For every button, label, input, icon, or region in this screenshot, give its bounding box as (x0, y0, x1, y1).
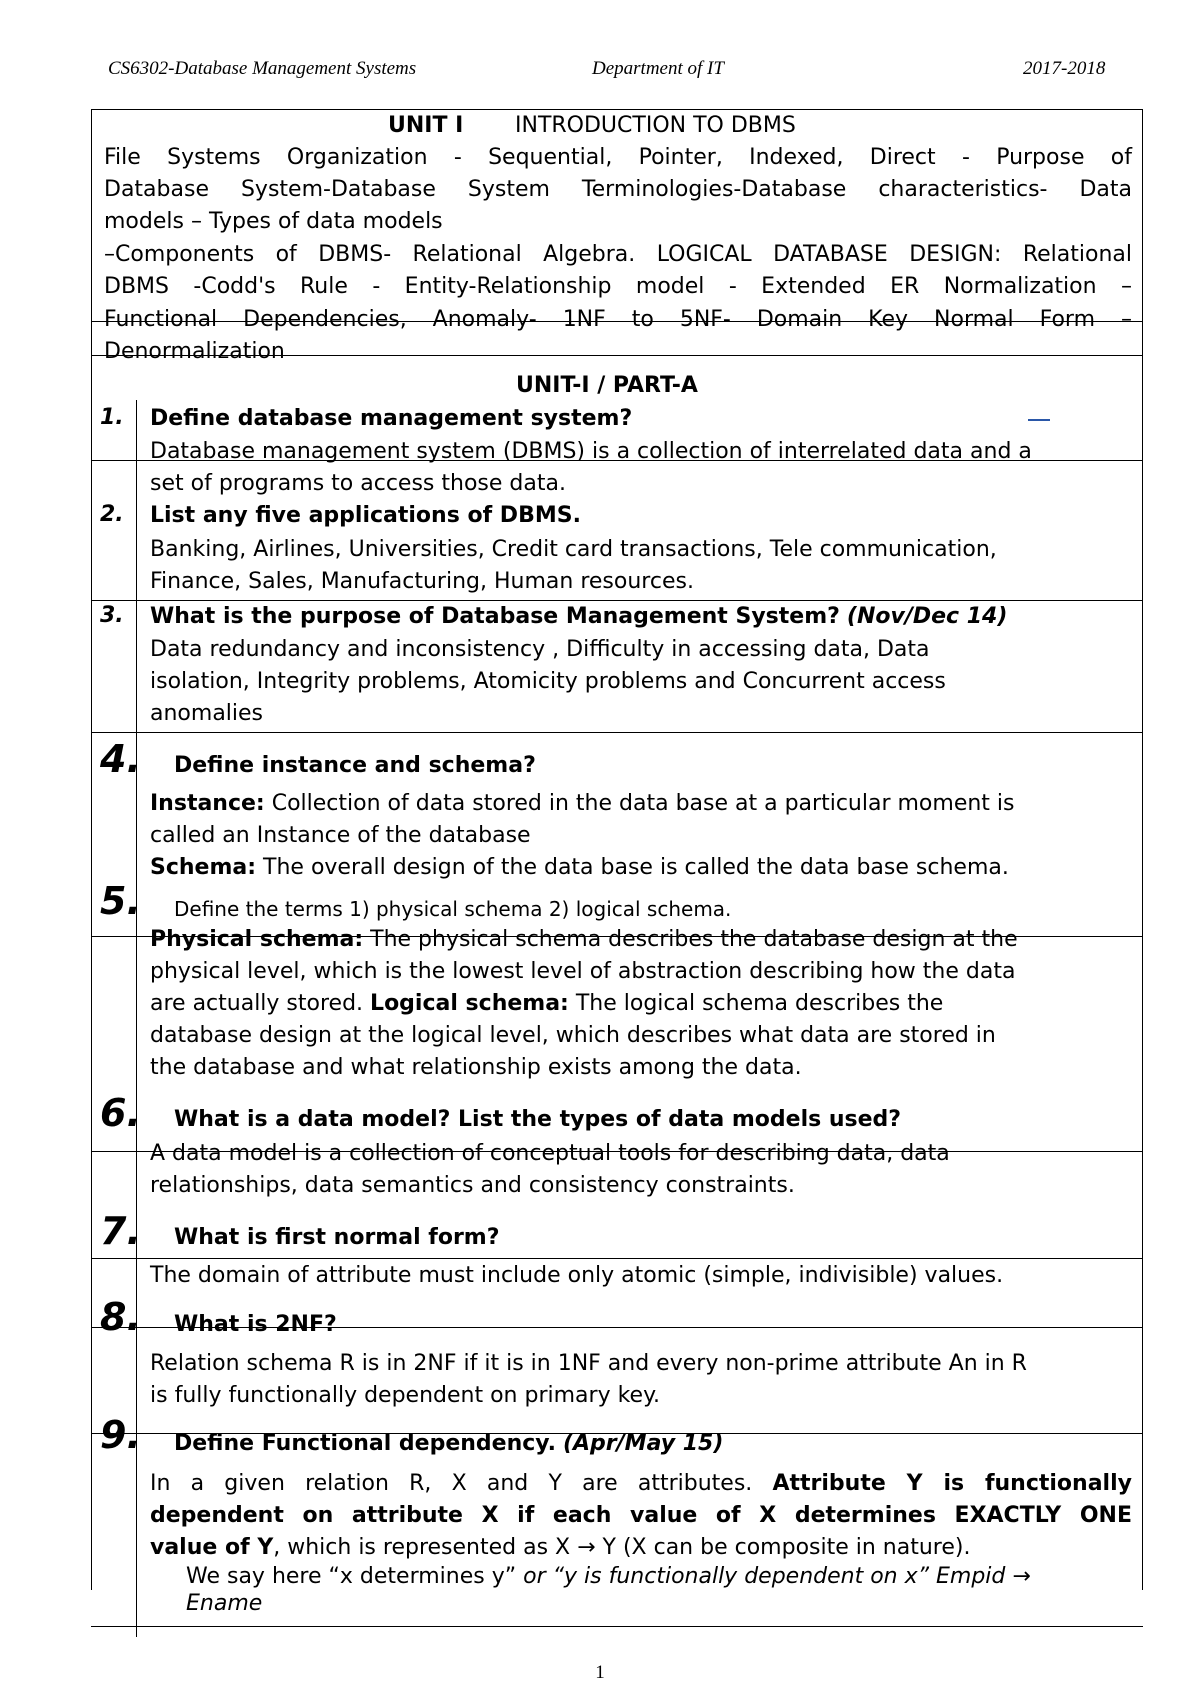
answer-line (150, 924, 1018, 956)
question-number: 1. (100, 405, 124, 430)
answer-line: called an Instance of the database (150, 823, 531, 848)
answer-line: database design at the logical level, which describes what data are stored in (150, 1023, 996, 1048)
answer-line: The domain of attribute must include only atomic (simple, indivisible) values. (150, 1263, 1004, 1288)
question-text: Define database management system? (150, 406, 633, 431)
syllabus-line: File Systems Organization - Sequential, Pointer, Indexed, Direct - Purpose of (104, 145, 1132, 170)
question-number: 7. (100, 1209, 141, 1253)
question-number: 6. (100, 1091, 141, 1135)
answer-line: set of programs to access those data. (150, 471, 566, 496)
answer-line: is fully functionally dependent on primary key. (150, 1383, 660, 1408)
answer-line (150, 788, 1015, 820)
blue-dash-mark (1028, 419, 1050, 421)
answer-line: Ename (186, 1591, 263, 1616)
answer-line: physical level, which is the lowest level of abstraction describing how the data (150, 959, 1016, 984)
answer-line: dependent on attribute X if each value of X determines EXACTLY ONE (150, 1503, 1132, 1528)
question-text: What is a data model? List the types of data models used? (174, 1107, 902, 1132)
answer-fragment: The logical schema describes the (568, 991, 944, 1016)
table-border-bottom (91, 1626, 1143, 1627)
syllabus-line: Functional Dependencies, Anomaly- 1NF to 5NF- Domain Key Normal Form – (104, 307, 1132, 332)
row-divider (91, 1258, 1143, 1259)
question-text: What is the purpose of Database Management System? (150, 604, 840, 629)
logical-schema-label: Logical schema: (370, 991, 569, 1016)
question-number: 9. (100, 1413, 141, 1457)
question-number: 8. (100, 1295, 141, 1339)
answer-line (150, 852, 1009, 884)
table-border-left (91, 109, 92, 1590)
question-line (174, 1428, 723, 1460)
answer-fragment: We say here “x determines y” (186, 1564, 517, 1589)
answer-line: anomalies (150, 701, 264, 726)
schema-label: Schema: (150, 855, 257, 880)
answer-fragment: value of Y (150, 1535, 274, 1560)
syllabus-line: DBMS -Codd's Rule - Entity-Relationship model - Extended ER Normalization – (104, 274, 1132, 299)
question-number: 4. (100, 737, 141, 781)
header-course: CS6302-Database Management Systems (108, 58, 417, 79)
answer-fragment: Attribute Y is functionally (772, 1471, 1132, 1496)
answer-line: Database management system (DBMS) is a collection of interrelated data and a (150, 439, 1032, 464)
answer-line: Data redundancy and inconsistency , Difficulty in accessing data, Data (150, 637, 930, 662)
question-text: Define Functional dependency. (174, 1431, 556, 1456)
question-note: (Nov/Dec 14) (846, 604, 1008, 629)
unit-title: INTRODUCTION TO DBMS (515, 113, 796, 138)
syllabus-line: Database System-Database System Terminologies-Database characteristics- Data (104, 177, 1132, 202)
instance-label: Instance: (150, 791, 265, 816)
row-divider (91, 732, 1143, 733)
unit-label: UNIT I (388, 113, 464, 138)
answer-line: Finance, Sales, Manufacturing, Human resources. (150, 569, 694, 594)
physical-schema-text: The physical schema describes the database design at the (363, 927, 1018, 952)
syllabus-line: models – Types of data models (104, 209, 443, 234)
physical-schema-label: Physical schema: (150, 927, 364, 952)
answer-line: relationships, data semantics and consistency constraints. (150, 1173, 795, 1198)
answer-line (150, 1532, 970, 1564)
question-number: 2. (100, 502, 124, 527)
question-text: Define instance and schema? (174, 753, 536, 778)
question-text: List any five applications of DBMS. (150, 503, 581, 528)
part-title: UNIT-I / PART-A (516, 373, 698, 398)
header-year: 2017-2018 (1023, 58, 1106, 79)
page-number: 1 (595, 1662, 605, 1683)
question-line (150, 601, 1007, 633)
syllabus-line: Denormalization (104, 339, 285, 364)
answer-line (150, 1468, 1132, 1500)
question-note: (Apr/May 15) (562, 1431, 724, 1456)
answer-line: Relation schema R is in 2NF if it is in 1NF and every non-prime attribute An in R (150, 1351, 1027, 1376)
answer-fragment: In a given relation R, X and Y are attributes. (150, 1471, 773, 1496)
header-department: Department of IT (592, 58, 724, 79)
answer-line (150, 988, 943, 1020)
answer-line: Banking, Airlines, Universities, Credit card transactions, Tele communication, (150, 537, 997, 562)
answer-fragment: , which is represented as X → Y (X can be composite in nature). (273, 1535, 971, 1560)
answer-fragment: or “y is functionally dependent on x” Empid → (516, 1564, 1031, 1589)
answer-line: A data model is a collection of conceptual tools for describing data, data (150, 1141, 950, 1166)
schema-text: The overall design of the data base is called the data base schema. (256, 855, 1009, 880)
question-text: What is first normal form? (174, 1225, 500, 1250)
syllabus-line: –Components of DBMS- Relational Algebra. LOGICAL DATABASE DESIGN: Relational (104, 242, 1132, 267)
question-text: What is 2NF? (174, 1312, 337, 1337)
answer-line: the database and what relationship exists among the data. (150, 1055, 802, 1080)
table-border-right (1142, 109, 1143, 1590)
answer-fragment: are actually stored. (150, 991, 371, 1016)
question-number: 3. (100, 603, 124, 628)
question-number: 5. (100, 879, 141, 923)
answer-line (186, 1564, 1031, 1590)
answer-line: isolation, Integrity problems, Atomicity problems and Concurrent access (150, 669, 946, 694)
question-text: Define the terms 1) physical schema 2) logical schema. (174, 897, 732, 921)
instance-text: Collection of data stored in the data base at a particular moment is (264, 791, 1015, 816)
